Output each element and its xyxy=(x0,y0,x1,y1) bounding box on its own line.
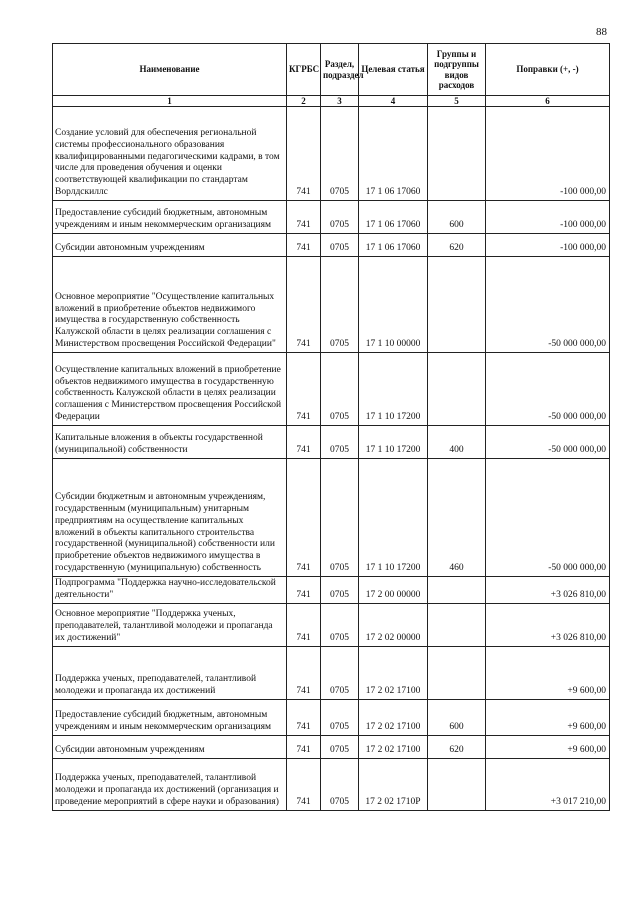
table-row xyxy=(53,201,610,234)
row-section: 0705 xyxy=(321,426,359,459)
row-name: Подпрограмма "Поддержка научно-исследовательской деятельности" xyxy=(53,577,287,604)
col-number: 4 xyxy=(359,96,428,107)
row-name: Основное мероприятие "Осуществление капитальных вложений в приобретение объектов недвижимого имущества в государственную собственность Калужской области в целях реализации соглашения с Министерством просвещения Российской Федерации" xyxy=(53,257,287,353)
row-expense-group xyxy=(428,107,486,201)
row-section: 0705 xyxy=(321,603,359,646)
row-target-article: 17 2 02 00000 xyxy=(359,603,428,646)
row-name: Субсидии бюджетным и автономным учреждениям, государственным (муниципальным) унитарным предприятиям на осуществление капитальных вложений в объекты капитального строительства государственной (муниципальной) собственности или приобретение объектов недвижимого имущества в государственную (муниципальную) собственность xyxy=(53,459,287,577)
row-amount: -50 000 000,00 xyxy=(486,353,610,426)
row-amount: +3 026 810,00 xyxy=(486,603,610,646)
table-row xyxy=(53,603,610,646)
row-amount: -50 000 000,00 xyxy=(486,257,610,353)
row-target-article: 17 1 06 17060 xyxy=(359,201,428,234)
header-amendments: Поправки (+, -) xyxy=(486,44,610,96)
col-number: 3 xyxy=(321,96,359,107)
row-target-article: 17 2 02 17100 xyxy=(359,646,428,699)
row-name: Субсидии автономным учреждениям xyxy=(53,234,287,257)
row-expense-group xyxy=(428,646,486,699)
row-kgrbs: 741 xyxy=(287,758,321,810)
row-kgrbs: 741 xyxy=(287,577,321,604)
row-section: 0705 xyxy=(321,459,359,577)
row-amount: -100 000,00 xyxy=(486,234,610,257)
row-section: 0705 xyxy=(321,735,359,758)
row-section: 0705 xyxy=(321,758,359,810)
row-expense-group xyxy=(428,603,486,646)
col-number: 5 xyxy=(428,96,486,107)
row-expense-group: 600 xyxy=(428,699,486,735)
row-kgrbs: 741 xyxy=(287,426,321,459)
row-kgrbs: 741 xyxy=(287,735,321,758)
table-row xyxy=(53,459,610,577)
row-name: Предоставление субсидий бюджетным, автономным учреждениям и иным некоммерческим организациям xyxy=(53,699,287,735)
row-target-article: 17 1 10 17200 xyxy=(359,459,428,577)
row-expense-group: 600 xyxy=(428,201,486,234)
table-row xyxy=(53,426,610,459)
row-section: 0705 xyxy=(321,107,359,201)
row-section: 0705 xyxy=(321,577,359,604)
row-expense-group: 620 xyxy=(428,735,486,758)
row-name: Предоставление субсидий бюджетным, автономным учреждениям и иным некоммерческим организациям xyxy=(53,201,287,234)
header-name: Наименование xyxy=(53,44,287,96)
header-section: Раздел, подраздел xyxy=(321,44,359,96)
row-amount: +9 600,00 xyxy=(486,735,610,758)
col-number: 6 xyxy=(486,96,610,107)
row-target-article: 17 2 02 17100 xyxy=(359,699,428,735)
row-expense-group: 400 xyxy=(428,426,486,459)
row-target-article: 17 2 02 17100 xyxy=(359,735,428,758)
page-number: 88 xyxy=(596,26,607,38)
row-section: 0705 xyxy=(321,699,359,735)
row-kgrbs: 741 xyxy=(287,646,321,699)
col-number: 1 xyxy=(53,96,287,107)
row-target-article: 17 1 10 17200 xyxy=(359,353,428,426)
row-amount: -50 000 000,00 xyxy=(486,459,610,577)
row-amount: -100 000,00 xyxy=(486,107,610,201)
row-expense-group: 620 xyxy=(428,234,486,257)
row-target-article: 17 2 00 00000 xyxy=(359,577,428,604)
row-name: Поддержка ученых, преподавателей, талантливой молодежи и пропаганда их достижений (организация и проведение мероприятий в сфере науки и образования) xyxy=(53,758,287,810)
row-expense-group: 460 xyxy=(428,459,486,577)
row-kgrbs: 741 xyxy=(287,201,321,234)
row-section: 0705 xyxy=(321,234,359,257)
row-name: Осуществление капитальных вложений в приобретение объектов недвижимого имущества в государственную собственность Калужской области в целях реализации соглашения с Министерством просвещения Российской Федерации xyxy=(53,353,287,426)
table-row xyxy=(53,735,610,758)
row-section: 0705 xyxy=(321,257,359,353)
row-kgrbs: 741 xyxy=(287,603,321,646)
row-amount: -50 000 000,00 xyxy=(486,426,610,459)
row-section: 0705 xyxy=(321,353,359,426)
col-number: 2 xyxy=(287,96,321,107)
row-amount: -100 000,00 xyxy=(486,201,610,234)
row-amount: +3 017 210,00 xyxy=(486,758,610,810)
table-row xyxy=(53,257,610,353)
row-kgrbs: 741 xyxy=(287,234,321,257)
row-amount: +9 600,00 xyxy=(486,699,610,735)
row-section: 0705 xyxy=(321,201,359,234)
row-name: Капитальные вложения в объекты государственной (муниципальной) собственности xyxy=(53,426,287,459)
header-target: Целевая статья xyxy=(359,44,428,96)
row-amount: +3 026 810,00 xyxy=(486,577,610,604)
row-expense-group xyxy=(428,758,486,810)
row-kgrbs: 741 xyxy=(287,353,321,426)
row-amount: +9 600,00 xyxy=(486,646,610,699)
row-target-article: 17 1 06 17060 xyxy=(359,234,428,257)
row-kgrbs: 741 xyxy=(287,257,321,353)
table-row xyxy=(53,234,610,257)
table-row xyxy=(53,577,610,604)
table-row xyxy=(53,699,610,735)
row-name: Создание условий для обеспечения региональной системы профессионального образования квалифицированными педагогическими кадрами, в том числе для проведения обучения и оценки соответствующей квалификации по стандартам Ворлдскиллс xyxy=(53,107,287,201)
row-section: 0705 xyxy=(321,646,359,699)
row-target-article: 17 2 02 1710P xyxy=(359,758,428,810)
header-groups: Группы и подгруппы видов расходов xyxy=(428,44,486,96)
budget-amendments-table xyxy=(52,43,610,811)
table-row xyxy=(53,758,610,810)
row-expense-group xyxy=(428,257,486,353)
row-expense-group xyxy=(428,577,486,604)
row-kgrbs: 741 xyxy=(287,107,321,201)
header-kgrbs: КГРБС xyxy=(287,44,321,96)
row-name: Субсидии автономным учреждениям xyxy=(53,735,287,758)
table-row xyxy=(53,646,610,699)
column-numbers-row xyxy=(53,96,610,107)
row-name: Поддержка ученых, преподавателей, талантливой молодежи и пропаганда их достижений xyxy=(53,646,287,699)
row-target-article: 17 1 10 00000 xyxy=(359,257,428,353)
row-name: Основное мероприятие "Поддержка ученых, преподавателей, талантливой молодежи и пропаганда их достижений" xyxy=(53,603,287,646)
table-row xyxy=(53,107,610,201)
row-target-article: 17 1 10 17200 xyxy=(359,426,428,459)
table-row xyxy=(53,353,610,426)
row-target-article: 17 1 06 17060 xyxy=(359,107,428,201)
row-kgrbs: 741 xyxy=(287,699,321,735)
row-expense-group xyxy=(428,353,486,426)
row-kgrbs: 741 xyxy=(287,459,321,577)
